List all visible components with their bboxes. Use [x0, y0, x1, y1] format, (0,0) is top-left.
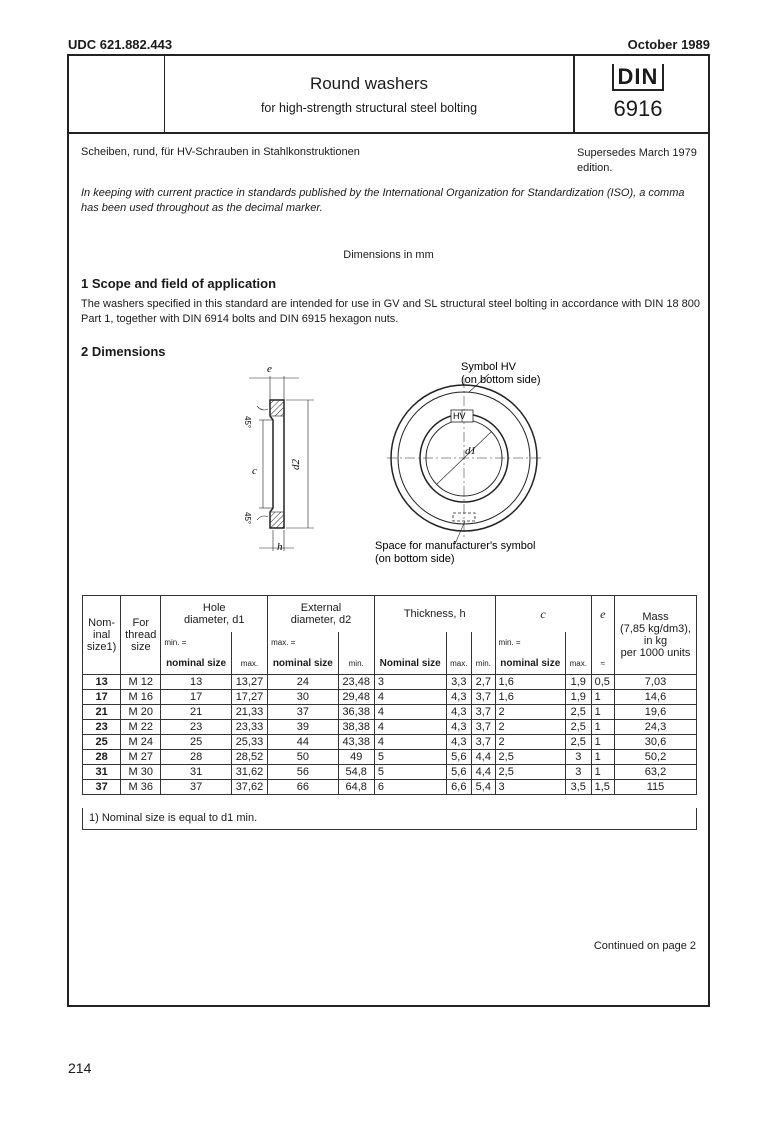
table-cell: 31 — [161, 765, 231, 780]
table-cell: M 20 — [121, 705, 161, 720]
table-cell: 17,27 — [231, 690, 267, 705]
table-cell: 50 — [268, 750, 338, 765]
decimal-comma-note: In keeping with current practice in standards published by the International Organization for Standardization (ISO), a comma has been used throughout as the decimal marker. — [81, 187, 685, 214]
table-cell: 19,6 — [615, 705, 697, 720]
table-cell: 39 — [268, 720, 338, 735]
table-cell: 1 — [591, 705, 614, 720]
header-c-text: c — [540, 606, 546, 621]
table-cell: M 24 — [121, 735, 161, 750]
table-cell: 5,6 — [446, 765, 472, 780]
header-c-max: max. — [565, 653, 591, 675]
header-external: External diameter, d2 — [268, 596, 375, 633]
table-cell: 3 — [565, 765, 591, 780]
section-1-heading: 1 Scope and field of application — [81, 276, 277, 291]
table-cell: 37 — [161, 780, 231, 795]
issue-date: October 1989 — [627, 37, 710, 52]
table-cell: 43,38 — [338, 735, 374, 750]
table-cell: 3 — [495, 780, 565, 795]
table-cell: 5,4 — [472, 780, 495, 795]
table-cell: 4,4 — [472, 750, 495, 765]
label-angle-bottom: 45° — [243, 512, 252, 525]
document-subtitle: for high-strength structural steel bolting — [260, 101, 478, 115]
table-cell: 4,3 — [446, 735, 472, 750]
header-e-text: e — [600, 606, 606, 621]
table-cell: 21 — [161, 705, 231, 720]
table-cell: 1 — [591, 735, 614, 750]
table-subheader-row-2 — [83, 653, 697, 675]
table-cell: 44 — [268, 735, 338, 750]
header-ext-min: min. — [338, 653, 374, 675]
table-cell: 2,5 — [565, 720, 591, 735]
washer-drawing — [69, 56, 708, 586]
header-hole-nominal: nominal size — [161, 653, 231, 675]
table-cell: 2 — [495, 705, 565, 720]
space-label-line1: Space for manufacturer's symbol — [375, 540, 536, 552]
dimensions-table — [82, 595, 697, 795]
table-cell: 2,7 — [472, 675, 495, 690]
table-cell: 1 — [591, 690, 614, 705]
table-cell: 63,2 — [615, 765, 697, 780]
table-cell: 1 — [591, 765, 614, 780]
table-cell: 25 — [161, 735, 231, 750]
table-cell: 23 — [83, 720, 121, 735]
header-e — [591, 596, 614, 633]
table-cell: 14,6 — [615, 690, 697, 705]
table-cell: 5 — [374, 765, 446, 780]
table-cell: 4 — [374, 690, 446, 705]
table-cell: 23,33 — [231, 720, 267, 735]
table-cell: 3,5 — [565, 780, 591, 795]
table-cell: 4 — [374, 705, 446, 720]
table-cell: 13,27 — [231, 675, 267, 690]
table-cell: 13 — [161, 675, 231, 690]
label-angle-top: 45° — [243, 416, 252, 429]
table-cell: 23,48 — [338, 675, 374, 690]
header-th-blank3 — [472, 632, 495, 653]
table-cell: 2,5 — [495, 750, 565, 765]
table-cell: 4,3 — [446, 705, 472, 720]
table-header-row — [83, 596, 697, 633]
table-cell: 37 — [268, 705, 338, 720]
label-h: h — [277, 541, 283, 553]
header-e-blank — [591, 632, 614, 653]
header-th-blank1 — [374, 632, 446, 653]
document-frame — [67, 54, 710, 1007]
table-cell: 25,33 — [231, 735, 267, 750]
header-th-nominal: Nominal size — [374, 653, 446, 675]
table-cell: 2 — [495, 735, 565, 750]
header-hole-min: min. = — [161, 632, 231, 653]
label-d2: d2 — [290, 459, 302, 470]
table-cell: 30,6 — [615, 735, 697, 750]
continued-note: Continued on page 2 — [593, 940, 696, 952]
table-cell: 66 — [268, 780, 338, 795]
label-c: c — [252, 465, 257, 477]
header-c-min: min. = — [495, 632, 565, 653]
table-row — [83, 720, 697, 735]
table-row — [83, 675, 697, 690]
din-logo-text: DIN — [612, 64, 665, 91]
table-cell: 38,38 — [338, 720, 374, 735]
table-cell: 56 — [268, 765, 338, 780]
header-c-nominal: nominal size — [495, 653, 565, 675]
section-2-heading: 2 Dimensions — [81, 344, 166, 359]
table-row — [83, 750, 697, 765]
page-number: 214 — [68, 1060, 92, 1076]
label-e: e — [267, 363, 272, 375]
washer-section-view — [249, 376, 314, 551]
supersedes-note: Supersedes March 1979 edition. — [577, 147, 697, 174]
table-cell: 1,6 — [495, 675, 565, 690]
header-th-blank2 — [446, 632, 472, 653]
table-row — [83, 765, 697, 780]
table-cell: M 36 — [121, 780, 161, 795]
table-cell: M 30 — [121, 765, 161, 780]
table-cell: 7,03 — [615, 675, 697, 690]
section-1-text: The washers specified in this standard are intended for use in GV and SL structural steel bolting in accordance with DIN 18 800 Part 1, together with DIN 6914 bolts and DIN 6915 hexagon nuts. — [81, 298, 700, 325]
table-body — [83, 675, 697, 795]
table-row — [83, 735, 697, 750]
table-cell: 6 — [374, 780, 446, 795]
table-cell: 1,9 — [565, 675, 591, 690]
table-cell: 115 — [615, 780, 697, 795]
table-cell: M 12 — [121, 675, 161, 690]
table-cell: 21,33 — [231, 705, 267, 720]
header-hole: Hole diameter, d1 — [161, 596, 268, 633]
table-cell: 17 — [83, 690, 121, 705]
table-cell: M 16 — [121, 690, 161, 705]
table-cell: 54,8 — [338, 765, 374, 780]
table-cell: 24 — [268, 675, 338, 690]
header-c-blank — [565, 632, 591, 653]
table-cell: 24,3 — [615, 720, 697, 735]
header-ext-max: max. = — [268, 632, 338, 653]
header-hole-blank — [231, 632, 267, 653]
table-row — [83, 690, 697, 705]
header-ext-blank — [338, 632, 374, 653]
table-cell: 23 — [161, 720, 231, 735]
table-cell: 1,9 — [565, 690, 591, 705]
table-cell: 2,5 — [565, 735, 591, 750]
table-cell: 0,5 — [591, 675, 614, 690]
table-cell: 28 — [83, 750, 121, 765]
table-cell: 36,38 — [338, 705, 374, 720]
din-number: 6916 — [613, 96, 663, 121]
label-d1: d1 — [465, 445, 476, 457]
german-title: Scheiben, rund, für HV-Schrauben in Stahlkonstruktionen — [81, 146, 360, 158]
table-cell: 28,52 — [231, 750, 267, 765]
document-title: Round washers — [309, 74, 429, 93]
header-thickness: Thickness, h — [374, 596, 495, 633]
table-row — [83, 705, 697, 720]
table-cell: 1,5 — [591, 780, 614, 795]
table-cell: 6,6 — [446, 780, 472, 795]
table-cell: 4 — [374, 720, 446, 735]
table-cell: 3,7 — [472, 720, 495, 735]
table-cell: 64,8 — [338, 780, 374, 795]
table-cell: 3 — [374, 675, 446, 690]
table-cell: 49 — [338, 750, 374, 765]
header-th-min: min. — [472, 653, 495, 675]
table-cell: 3,7 — [472, 705, 495, 720]
header-e-approx: ≈ — [591, 653, 614, 675]
dimensions-note: Dimensions in mm — [343, 249, 434, 261]
table-cell: 3,3 — [446, 675, 472, 690]
table-cell: 1 — [591, 750, 614, 765]
header-c — [495, 596, 591, 633]
header-th-max: max. — [446, 653, 472, 675]
table-cell: 4,3 — [446, 690, 472, 705]
table-cell: 3,7 — [472, 690, 495, 705]
table-cell: 31 — [83, 765, 121, 780]
table-cell: 50,2 — [615, 750, 697, 765]
header-hole-max: max. — [231, 653, 267, 675]
header-ext-nominal: nominal size — [268, 653, 338, 675]
table-cell: M 22 — [121, 720, 161, 735]
table-cell: 28 — [161, 750, 231, 765]
udc-number: UDC 621.882.443 — [68, 37, 173, 52]
table-cell: M 27 — [121, 750, 161, 765]
table-cell: 30 — [268, 690, 338, 705]
table-cell: 29,48 — [338, 690, 374, 705]
table-footnote: 1) Nominal size is equal to d1 min. — [82, 808, 697, 830]
table-cell: 31,62 — [231, 765, 267, 780]
table-cell: 1 — [591, 720, 614, 735]
symbol-label-line1: Symbol HV — [461, 361, 517, 373]
table-cell: 3 — [565, 750, 591, 765]
table-row — [83, 780, 697, 795]
table-cell: 21 — [83, 705, 121, 720]
table-cell: 2,5 — [565, 705, 591, 720]
table-cell: 4 — [374, 735, 446, 750]
table-cell: 13 — [83, 675, 121, 690]
space-label-line2: (on bottom side) — [375, 553, 455, 565]
washer-plan-view — [387, 374, 541, 544]
table-cell: 5,6 — [446, 750, 472, 765]
table-subheader-row — [83, 632, 697, 653]
table-cell: 3,7 — [472, 735, 495, 750]
table-cell: 2,5 — [495, 765, 565, 780]
table-cell: 25 — [83, 735, 121, 750]
table-cell: 4,3 — [446, 720, 472, 735]
table-cell: 37 — [83, 780, 121, 795]
table-cell: 4,4 — [472, 765, 495, 780]
hv-mark: HV — [453, 411, 466, 421]
table-cell: 37,62 — [231, 780, 267, 795]
header-mass: Mass (7,85 kg/dm3), in kg per 1000 units — [615, 596, 697, 675]
header-thread: For thread size — [121, 596, 161, 675]
table-cell: 1,6 — [495, 690, 565, 705]
table-cell: 17 — [161, 690, 231, 705]
table-cell: 2 — [495, 720, 565, 735]
symbol-label-line2: (on bottom side) — [461, 374, 541, 386]
table-cell: 5 — [374, 750, 446, 765]
header-nominal: Nom- inal size1) — [83, 596, 121, 675]
